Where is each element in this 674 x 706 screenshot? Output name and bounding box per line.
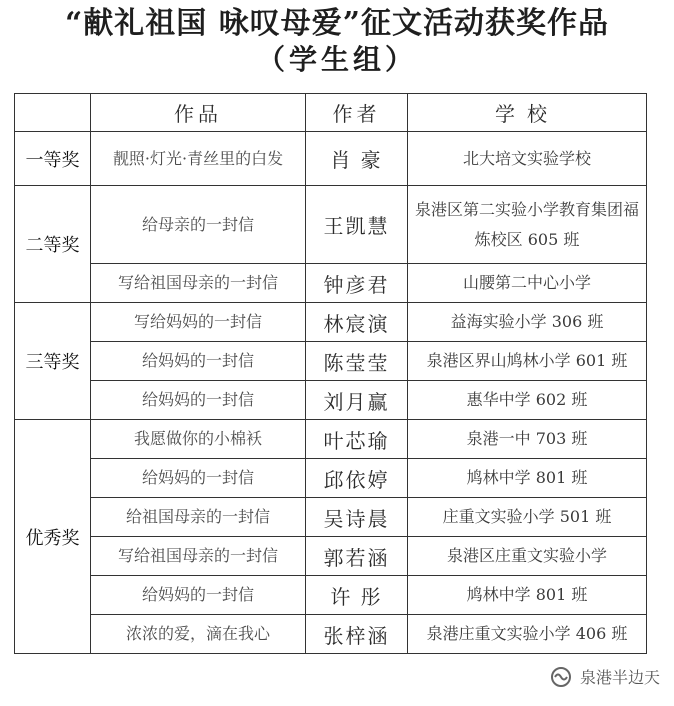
school-name: 益海实验小学 306 班: [408, 303, 647, 342]
table-row: [15, 498, 647, 537]
school-name: 泉港庄重文实验小学 406 班: [408, 615, 647, 654]
author-name: 叶芯瑜: [306, 420, 408, 459]
school-name: 泉港区界山鸠林小学 601 班: [408, 342, 647, 381]
header-author: 作者: [306, 94, 408, 132]
author-name: 王凯慧: [306, 186, 408, 264]
author-name: 邱依婷: [306, 459, 408, 498]
table-row: [15, 420, 647, 459]
table-row: [15, 132, 647, 186]
header-work: 作品: [91, 94, 306, 132]
work-title: 给妈妈的一封信: [91, 342, 306, 381]
table-row: [15, 459, 647, 498]
table-row: [15, 186, 647, 264]
awards-table: [14, 93, 647, 654]
source-watermark: [548, 665, 660, 688]
prize-third: 三等奖: [15, 303, 91, 420]
author-name: 吴诗晨: [306, 498, 408, 537]
work-title: 给祖国母亲的一封信: [91, 498, 306, 537]
author-name: 陈莹莹: [306, 342, 408, 381]
work-title: 写给祖国母亲的一封信: [91, 537, 306, 576]
author-name: 张梓涵: [306, 615, 408, 654]
school-name: 山腰第二中心小学: [408, 264, 647, 303]
work-title: 写给妈妈的一封信: [91, 303, 306, 342]
table-row: [15, 615, 647, 654]
author-name: 刘月赢: [306, 381, 408, 420]
work-title: 浓浓的爱，滴在我心: [91, 615, 306, 654]
author-name: 许 彤: [306, 576, 408, 615]
author-name: 肖 豪: [306, 132, 408, 186]
work-title: 给母亲的一封信: [91, 186, 306, 264]
page-title: “献礼祖国 咏叹母爱”征文活动获奖作品: [65, 6, 609, 41]
page-subtitle: （学生组）: [256, 43, 417, 76]
school-name: 泉港一中 703 班: [408, 420, 647, 459]
table-header-row: [15, 94, 647, 132]
prize-excellent: 优秀奖: [15, 420, 91, 654]
watermark-text: 泉港半边天: [579, 668, 660, 687]
author-name: 林宸演: [306, 303, 408, 342]
school-name: 北大培文实验学校: [408, 132, 647, 186]
author-name: 郭若涵: [306, 537, 408, 576]
school-name: 鸠林中学 801 班: [408, 576, 647, 615]
table-row: [15, 576, 647, 615]
prize-first: 一等奖: [15, 132, 91, 186]
table-row: [15, 381, 647, 420]
author-name: 钟彦君: [306, 264, 408, 303]
table-row: [15, 303, 647, 342]
school-name: 泉港区第二实验小学教育集团福炼校区 605 班: [408, 186, 647, 264]
work-title: 我愿做你的小棉袄: [91, 420, 306, 459]
wechat-channel-icon: [548, 666, 574, 688]
table-row: [15, 264, 647, 303]
header-prize: [15, 94, 91, 132]
table-row: [15, 537, 647, 576]
table-row: [15, 342, 647, 381]
work-title: 给妈妈的一封信: [91, 459, 306, 498]
school-name: 泉港区庄重文实验小学: [408, 537, 647, 576]
prize-second: 二等奖: [15, 186, 91, 303]
school-name: 惠华中学 602 班: [408, 381, 647, 420]
work-title: 写给祖国母亲的一封信: [91, 264, 306, 303]
work-title: 给妈妈的一封信: [91, 381, 306, 420]
school-name: 鸠林中学 801 班: [408, 459, 647, 498]
work-title: 靓照·灯光·青丝里的白发: [91, 132, 306, 186]
header-school: 学校: [408, 94, 647, 132]
work-title: 给妈妈的一封信: [91, 576, 306, 615]
school-name: 庄重文实验小学 501 班: [408, 498, 647, 537]
